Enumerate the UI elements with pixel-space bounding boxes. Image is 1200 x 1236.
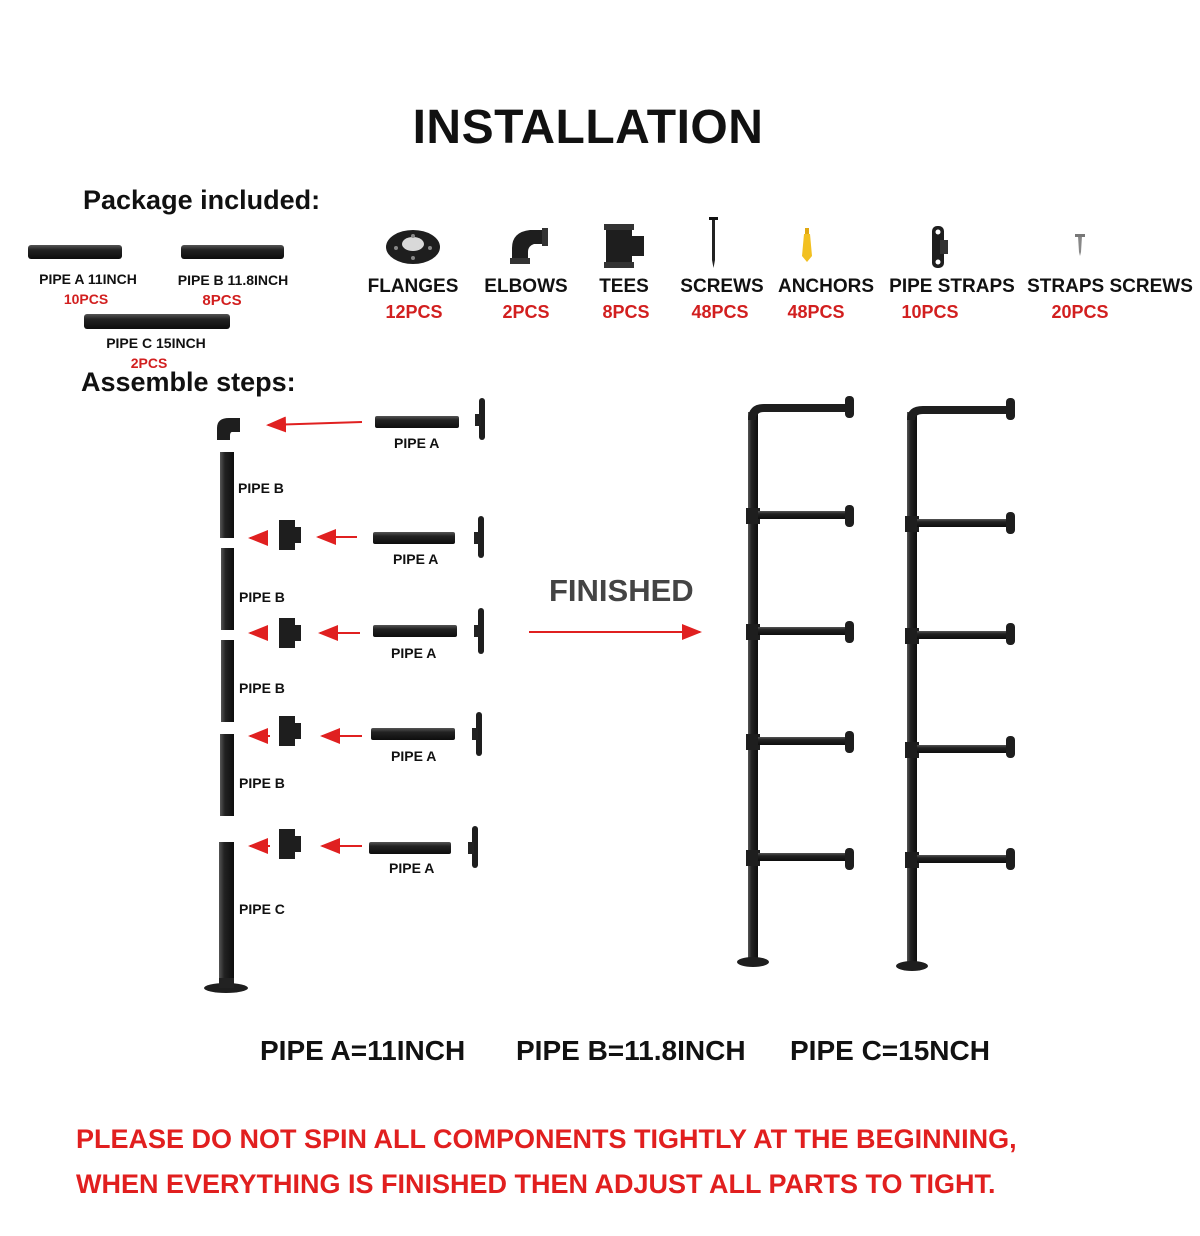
pipe-a-step-label-2: PIPE A [393, 551, 439, 567]
pipe-a-step-label-4: PIPE A [391, 748, 437, 764]
tee-icon [604, 224, 644, 268]
screws-qty: 48PCS [691, 302, 749, 322]
screws-label: SCREWS [680, 276, 764, 297]
pipe-a-name: PIPE A 11INCH [39, 271, 137, 287]
pipe-b-step-label-3: PIPE B [239, 680, 285, 696]
finished-shelf-right [896, 398, 1015, 971]
pipe-b-step-label-1: PIPE B [238, 480, 284, 496]
tees-qty: 8PCS [602, 302, 650, 322]
pipe-a-qty: 10PCS [63, 291, 109, 307]
pipe-straps-qty: 10PCS [901, 302, 959, 322]
pipe-a-step-label-1: PIPE A [394, 435, 440, 451]
pipe-c-name: PIPE C 15INCH [106, 335, 206, 351]
tee-step-2 [279, 618, 301, 648]
package-heading: Package included: [83, 185, 321, 215]
anchor-icon [802, 228, 812, 262]
straps-screws-qty: 20PCS [1051, 302, 1109, 322]
pipe-b-step-label-4: PIPE B [239, 775, 285, 791]
pipe-a-image [28, 245, 122, 259]
warning-line-2: WHEN EVERYTHING IS FINISHED THEN ADJUST ALL PARTS TO TIGHT. [76, 1169, 996, 1199]
pipe-c-image [84, 314, 230, 329]
pipe-a-dimension: PIPE A=11INCH [260, 1035, 466, 1066]
pipe-b-qty: 8PCS [202, 292, 242, 309]
pipe-b-step-label-2: PIPE B [239, 589, 285, 605]
pipe-a-step-label-5: PIPE A [389, 860, 435, 876]
finished-label: FINISHED [549, 573, 694, 608]
pipe-c-step-label: PIPE C [239, 901, 285, 917]
assemble-heading: Assemble steps: [81, 367, 296, 397]
strap-icon [932, 226, 948, 268]
warning-line-1: PLEASE DO NOT SPIN ALL COMPONENTS TIGHTLY AT THE BEGINNING, [76, 1124, 1017, 1154]
elbows-label: ELBOWS [484, 276, 568, 297]
pipe-a-step-label-3: PIPE A [391, 645, 437, 661]
pipe-c-qty: 2PCS [130, 355, 168, 371]
tee-step-1 [279, 520, 301, 550]
tees-label: TEES [599, 276, 649, 297]
flanges-qty: 12PCS [385, 302, 443, 322]
flange-icon [386, 230, 440, 264]
screw-icon [709, 217, 718, 268]
elbow-icon [510, 228, 548, 264]
elbows-qty: 2PCS [502, 302, 550, 322]
small-screw-icon [1075, 234, 1085, 256]
pipe-a-step-1 [375, 398, 485, 440]
straps-screws-label: STRAPS SCREWS [1027, 276, 1193, 297]
pipe-c-dimension: PIPE C=15NCH [790, 1035, 990, 1066]
pipe-b-dimension: PIPE B=11.8INCH [516, 1035, 746, 1066]
pipe-b-image [181, 245, 284, 259]
anchors-qty: 48PCS [787, 302, 845, 322]
tee-step-4 [279, 829, 301, 859]
anchors-label: ANCHORS [777, 276, 875, 297]
page-title: INSTALLATION [412, 101, 764, 154]
finished-shelf-left [737, 396, 854, 967]
pipe-b-name: PIPE B 11.8INCH [177, 272, 289, 288]
flanges-label: FLANGES [367, 276, 459, 297]
pipe-straps-label: PIPE STRAPS [889, 276, 1015, 297]
tee-step-3 [279, 716, 301, 746]
